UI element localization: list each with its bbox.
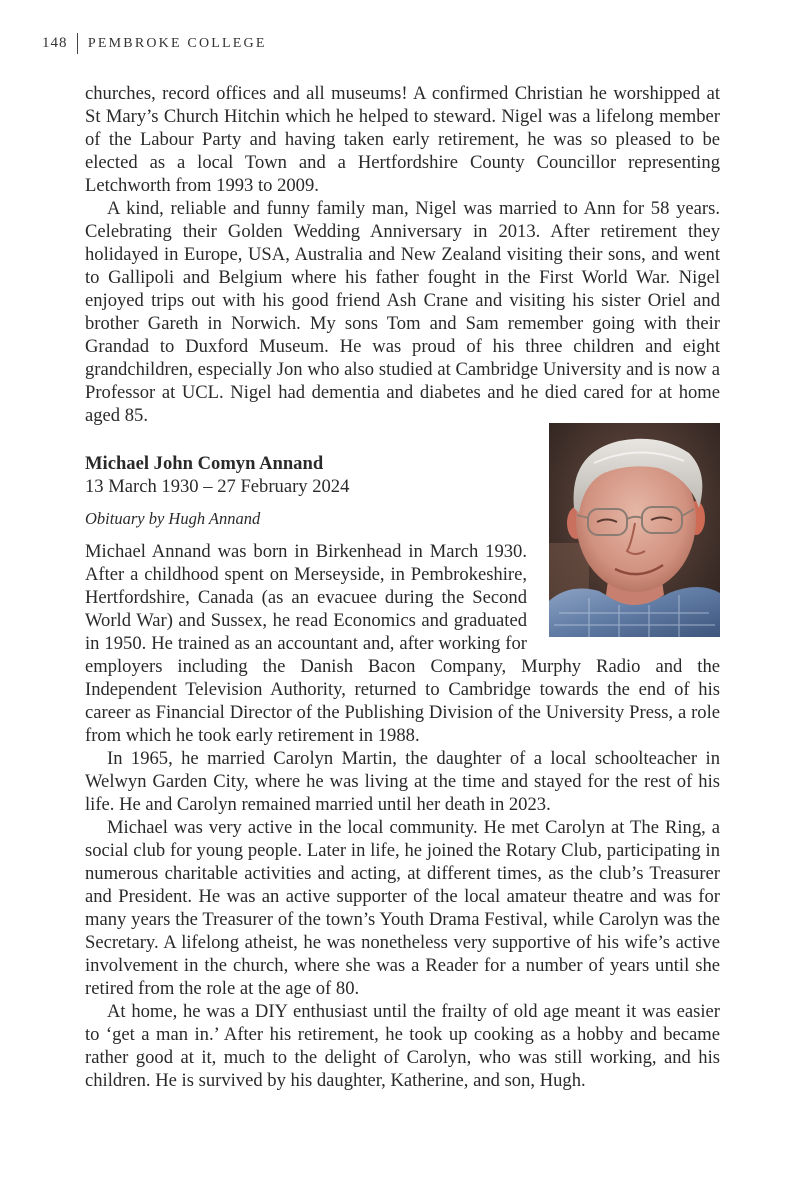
portrait-photo bbox=[549, 423, 720, 637]
paragraph: In 1965, he married Carolyn Martin, the daughter of a local schoolteacher in Welwyn Garden City, where he was living at the time and stayed for the rest of his life. He and Carolyn remained married until her death in 2023. bbox=[85, 748, 720, 815]
obituary-dates: 13 March 1930 – 27 February 2024 bbox=[85, 476, 350, 497]
obituary-name: Michael John Comyn Annand bbox=[85, 453, 324, 474]
paragraph: Michael Annand was born in Birkenhead in March 1930. After a childhood spent on Merseyside, in Pembrokeshire, Hertfordshire, Canada (as an evacuee during the Second World War) and Sussex, he read Economics and graduated in 1950. He trained as an accountant and, after working for employers including the Danish Bacon Company, Murphy Radio and the Independent Television Authority, returned to Cambridge towards the end of his career as Financial Director of the Publishing Division of the University Press, a role from which he took early retirement in 1988. bbox=[85, 541, 720, 746]
paragraph: At home, he was a DIY enthusiast until the frailty of old age meant it was easier to ‘get a man in.’ After his retirement, he took up cooking as a hobby and became rather good at it, much to the delight of Carolyn, who was still working, and his children. He is survived by his daughter, Katherine, and son, Hugh. bbox=[85, 1001, 720, 1091]
previous-obituary-continued bbox=[85, 82, 720, 427]
text-column bbox=[85, 82, 720, 1092]
running-head bbox=[42, 33, 267, 54]
paragraph: A kind, reliable and funny family man, Nigel was married to Ann for 58 years. Celebrating their Golden Wedding Anniversary in 2013. After retirement they holidayed in Europe, USA, Australia and New Zealand visiting their sons, and went to Gallipoli and Belgium where his father fought in the First World War. Nigel enjoyed trips out with his good friend Ash Crane and visiting his sister Oriel and brother Gareth in Norwich. My sons Tom and Sam remember going with their Grandad to Duxford Museum. He was proud of his three children and eight grandchildren, especially Jon who also studied at Cambridge University and is now a Professor at UCL. Nigel had dementia and diabetes and he died cared for at home aged 85. bbox=[85, 198, 720, 426]
header-divider bbox=[77, 33, 78, 54]
obituary-byline: Obituary by Hugh Annand bbox=[85, 509, 261, 528]
paragraph: churches, record offices and all museums! A confirmed Christian he worshipped at St Mary’s Church Hitchin which he helped to steward. Nigel was a lifelong member of the Labour Party and having taken early retirement, he was so pleased to be elected as a local Town and a Hertfordshire County Councillor representing Letchworth from 1993 to 2009. bbox=[85, 83, 720, 196]
publication-title: PEMBROKE COLLEGE bbox=[87, 35, 267, 51]
obituary-michael-annand bbox=[85, 452, 720, 1092]
page-number: 148 bbox=[42, 35, 68, 51]
paragraph: Michael was very active in the local community. He met Carolyn at The Ring, a social club for young people. Later in life, he joined the Rotary Club, participating in numerous charitable activities and acting, at different times, as the club’s Treasurer and President. He was an active supporter of the local amateur theatre and was for many years the Treasurer of the town’s Youth Drama Festival, while Carolyn was the Secretary. A lifelong atheist, he was nonetheless very supportive of his wife’s active involvement in the church, where she was a Reader for a number of years until she retired from the role at the age of 80. bbox=[85, 817, 720, 999]
portrait-image bbox=[549, 423, 720, 637]
